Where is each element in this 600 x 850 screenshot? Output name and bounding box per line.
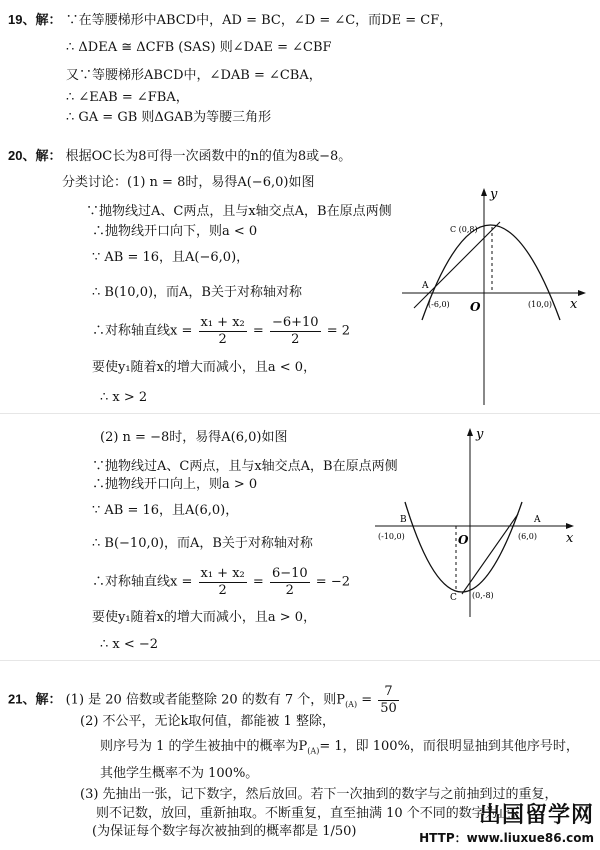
q19-label: 19、解： bbox=[8, 12, 62, 27]
q21-p3-b: 则不记数，放回，重新抽取。不断重复，直至抽满 10 个不同的数字为止。 bbox=[96, 806, 524, 821]
q21-p2-b: 则序号为 1 的学生被抽中的概率为$P_{(A)}= 1$，即 100%，而很明显抽到其他序号时， bbox=[100, 739, 579, 756]
q20-case1-l4: ∴ B(10,0)，而A，B关于对称轴对称 bbox=[92, 285, 302, 300]
graph-2-parabola bbox=[405, 502, 522, 592]
q20-label: 20、解： bbox=[8, 148, 62, 163]
q20-case1-l6: 要使y₁随着x的增大而减小，且a < 0， bbox=[92, 360, 317, 375]
graph-1-coord-a: (-6,0) bbox=[428, 300, 450, 309]
q19-text-4: ∴ ∠EAB = ∠FBA， bbox=[66, 90, 189, 105]
graph-2-x-arrow bbox=[566, 523, 574, 529]
q20-case2-formula-pre: ∴对称轴直线x = bbox=[92, 574, 193, 590]
q20-case2-l6: 要使y₁随着x的增大而减小，且a > 0， bbox=[92, 610, 317, 625]
watermark bbox=[419, 798, 594, 846]
graph-1-line bbox=[414, 222, 500, 308]
graph-2-point-c: C bbox=[450, 593, 457, 603]
graph-2-coord-c: (0,-8) bbox=[472, 591, 494, 600]
graph-2-coord-b: (-10,0) bbox=[378, 532, 405, 541]
graph-2-point-b: B bbox=[400, 515, 407, 525]
q20-case2-l1: ∵抛物线过A、C两点，且与x轴交点A，B在原点两侧 bbox=[92, 459, 398, 474]
graph-1 bbox=[392, 180, 592, 410]
graph-1-coord-b: (10,0) bbox=[528, 300, 553, 309]
q21-label: 21、解： bbox=[8, 691, 62, 707]
q21-p1-sub: (A) bbox=[345, 700, 358, 710]
q20-case1-l1: ∵抛物线过A、C两点，且与x轴交点A，B在原点两侧 bbox=[86, 204, 392, 219]
q20-case1-frac-1: $\frac{\text{x₁ + x₂}}{2}$ bbox=[200, 315, 245, 347]
q20-case2-l3: ∵ AB = 16，且A(6,0)， bbox=[92, 503, 239, 518]
watermark-site-name: 出国留学网 bbox=[478, 803, 594, 828]
q20-case1-formula-post: = 2 bbox=[326, 323, 350, 339]
q20-case2-formula-post: = −2 bbox=[315, 574, 350, 590]
graph-1-point-c: C (0,8) bbox=[450, 225, 478, 234]
q21-p1-eq: = bbox=[361, 692, 373, 708]
q21-p2-c: 其他学生概率不为 100%。 bbox=[100, 766, 259, 781]
q19-text-2: ∴ ΔDEA ≅ ΔCFB (SAS) 则∠DAE = ∠CBF bbox=[66, 40, 332, 55]
graph-1-y-arrow bbox=[481, 188, 487, 196]
q20-case2-l2: ∴抛物线开口向上，则a > 0 bbox=[92, 477, 258, 492]
graph-2-y-arrow bbox=[467, 428, 473, 436]
q20-case2-frac-1: $\frac{\text{x₁ + x₂}}{2}$ bbox=[200, 566, 245, 598]
graph-2-x-label: x bbox=[566, 531, 574, 546]
q21-p1-frac: $\frac{7}{50}$ bbox=[380, 684, 397, 716]
graph-2-coord-a: (6,0) bbox=[518, 532, 537, 541]
q20-case2-frac-2: $\frac{6-10}{2}$ bbox=[271, 566, 308, 598]
q21-p3-c: (为保证每个数字每次被抽到的概率都是 1/50) bbox=[92, 824, 357, 839]
q21-p2-a: (2) 不公平，无论k取何值，都能被 1 整除， bbox=[80, 714, 335, 729]
q20-case1-frac-2: $\frac{-6+10}{2}$ bbox=[271, 315, 319, 347]
graph-1-origin: O bbox=[470, 300, 481, 314]
q20-case2-l7: ∴ x < −2 bbox=[100, 637, 159, 652]
graph-2-y-label: y bbox=[476, 427, 484, 442]
q21-line-1 bbox=[8, 684, 401, 716]
q21-p3-a: (3) 先抽出一张，记下数字，然后放回。若下一次抽到的数字与之前抽到过的重复， bbox=[80, 787, 558, 802]
q19-text-5: ∴ GA = GB 则ΔGAB为等腰三角形 bbox=[66, 110, 272, 125]
watermark-url: HTTP：www.liuxue86.com bbox=[419, 831, 594, 845]
q20-case1-formula-pre: ∴对称轴直线x = bbox=[92, 323, 193, 339]
divider-1 bbox=[0, 413, 600, 414]
graph-2-origin: O bbox=[458, 533, 469, 547]
q19-text-3: 又∵等腰梯形ABCD中，∠DAB = ∠CBA， bbox=[66, 68, 322, 83]
q20-case1-l7: ∴ x > 2 bbox=[100, 390, 148, 405]
q21-p1-pre: (1) 是 20 倍数或者能整除 20 的数有 7 个，则P bbox=[65, 692, 346, 708]
q20-case1-head: 分类讨论：(1) n = 8时，易得A(−6,0)如图 bbox=[62, 175, 315, 190]
q20-case2-formula: ∴对称轴直线x = $\frac{\text{x₁ + x₂}}{2}$ = $\frac{6-10}{2}$ = −2 bbox=[92, 566, 350, 598]
q20-intro: 根据OC长为8可得一次函数中的n的值为8或−8。 bbox=[65, 149, 352, 164]
q20-case1-l2: ∴抛物线开口向下，则a < 0 bbox=[92, 224, 258, 239]
q20-intro-line bbox=[8, 148, 351, 165]
q20-case1-l3: ∵ AB = 16，且A(−6,0)， bbox=[92, 250, 250, 265]
graph-1-x-arrow bbox=[578, 290, 586, 296]
q19-text-1: ∵在等腰梯形中ABCD中，AD = BC，∠D = ∠C，而DE = CF， bbox=[65, 13, 453, 28]
q20-case1-formula: ∴对称轴直线x = $\frac{\text{x₁ + x₂}}{2}$ = $\frac{-6+10}{2}$ = 2 bbox=[92, 315, 350, 347]
q20-case2-l4: ∴ B(−10,0)，而A，B关于对称轴对称 bbox=[92, 536, 313, 551]
graph-2 bbox=[370, 422, 585, 622]
q20-case2-head: (2) n = −8时，易得A(6,0)如图 bbox=[100, 430, 288, 445]
graph-1-x-label: x bbox=[570, 297, 578, 312]
divider-2 bbox=[0, 660, 600, 661]
graph-2-point-a: A bbox=[534, 515, 541, 525]
q19-line-1 bbox=[8, 12, 452, 29]
graph-1-point-a: A bbox=[422, 281, 429, 291]
graph-1-y-label: y bbox=[490, 187, 498, 202]
